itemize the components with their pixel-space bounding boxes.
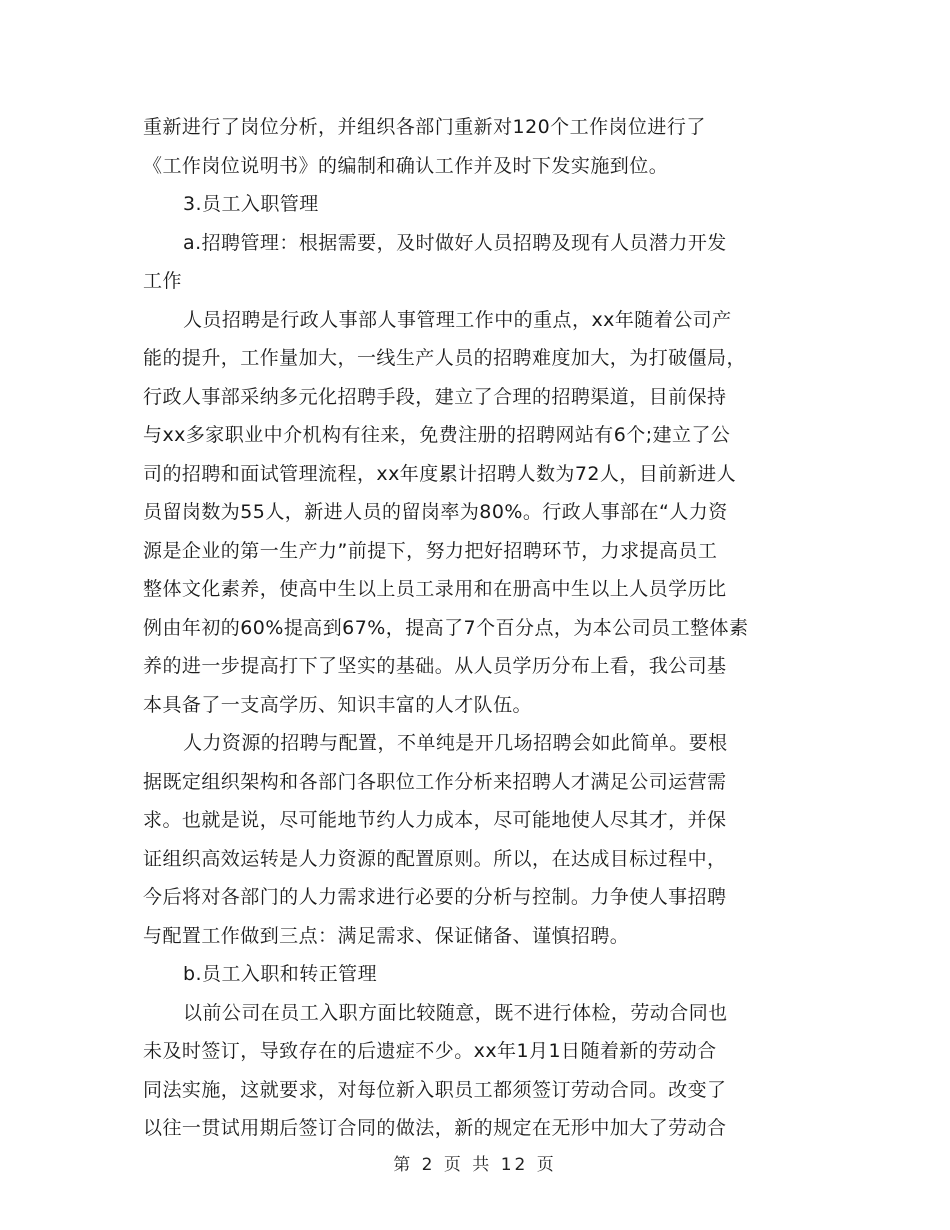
document-body bbox=[143, 108, 818, 1148]
text-line: 以前公司在员工入职方面比较随意，既不进行体检，劳动合同也 bbox=[183, 1001, 728, 1024]
text-line: 同法实施，这就要求，对每位新入职员工都须签订劳动合同。改变了 bbox=[143, 1078, 727, 1101]
text-line: 人力资源的招聘与配置，不单纯是开几场招聘会如此简单。要根 bbox=[183, 732, 728, 754]
text-line: 本具备了一支高学历、知识丰富的人才队伍。 bbox=[143, 693, 533, 716]
text-line: 求。也就是说，尽可能地节约人力成本，尽可能地使人尽其才，并保 bbox=[143, 809, 727, 831]
text-line: 人员招聘是行政人事部人事管理工作中的重点，xx年随着公司产 bbox=[183, 308, 732, 331]
text-line: 养的进一步提高打下了坚实的基础。从人员学历分布上看，我公司基 bbox=[143, 655, 727, 677]
text-line: 《工作岗位说明书》的编制和确认工作并及时下发实施到位。 bbox=[143, 154, 669, 177]
text-line: 3.员工入职管理 bbox=[183, 193, 319, 215]
text-line: 今后将对各部门的人力需求进行必要的分析与控制。力争使人事招聘 bbox=[143, 886, 727, 908]
text-line: 能的提升，工作量加大，一线生产人员的招聘难度加大，为打破僵局， bbox=[143, 347, 746, 369]
text-line: 未及时签订，导致存在的后遗症不少。xx年1月1日随着新的劳动合 bbox=[143, 1040, 717, 1062]
text-line: 与xx多家职业中介机构有往来，免费注册的招聘网站有6个;建立了公 bbox=[143, 424, 731, 446]
text-line: 重新进行了岗位分析，并组织各部门重新对120个工作岗位进行了 bbox=[143, 116, 706, 138]
text-line: 整体文化素养，使高中生以上员工录用和在册高中生以上人员学历比 bbox=[143, 578, 727, 600]
text-line: 证组织高效运转是人力资源的配置原则。所以，在达成目标过程中， bbox=[143, 847, 727, 870]
text-line: 源是企业的第一生产力”前提下，努力把好招聘环节，力求提高员工 bbox=[143, 539, 718, 562]
text-line: a.招聘管理：根据需要，及时做好人员招聘及现有人员潜力开发 bbox=[183, 231, 727, 254]
text-line: 与配置工作做到三点：满足需求、保证储备、谨慎招聘。 bbox=[143, 924, 630, 947]
text-line: b.员工入职和转正管理 bbox=[183, 963, 378, 985]
text-line: 据既定组织架构和各部门各职位工作分析来招聘人才满足公司运营需 bbox=[143, 770, 727, 793]
page-footer: 第 2 页 共 12 页 bbox=[393, 1155, 557, 1175]
text-line: 工作 bbox=[143, 270, 182, 292]
text-line: 员留岗数为55人，新进人员的留岗率为80%。行政人事部在“人力资 bbox=[143, 501, 728, 523]
text-line: 司的招聘和面试管理流程，xx年度累计招聘人数为72人，目前新进人 bbox=[143, 462, 737, 485]
text-line: 例由年初的60%提高到67%，提高了7个百分点，为本公司员工整体素 bbox=[143, 616, 749, 639]
text-line: 行政人事部采纳多元化招聘手段，建立了合理的招聘渠道，目前保持 bbox=[143, 385, 727, 408]
text-line: 以往一贯试用期后签订合同的做法，新的规定在无形中加大了劳动合 bbox=[143, 1117, 727, 1139]
